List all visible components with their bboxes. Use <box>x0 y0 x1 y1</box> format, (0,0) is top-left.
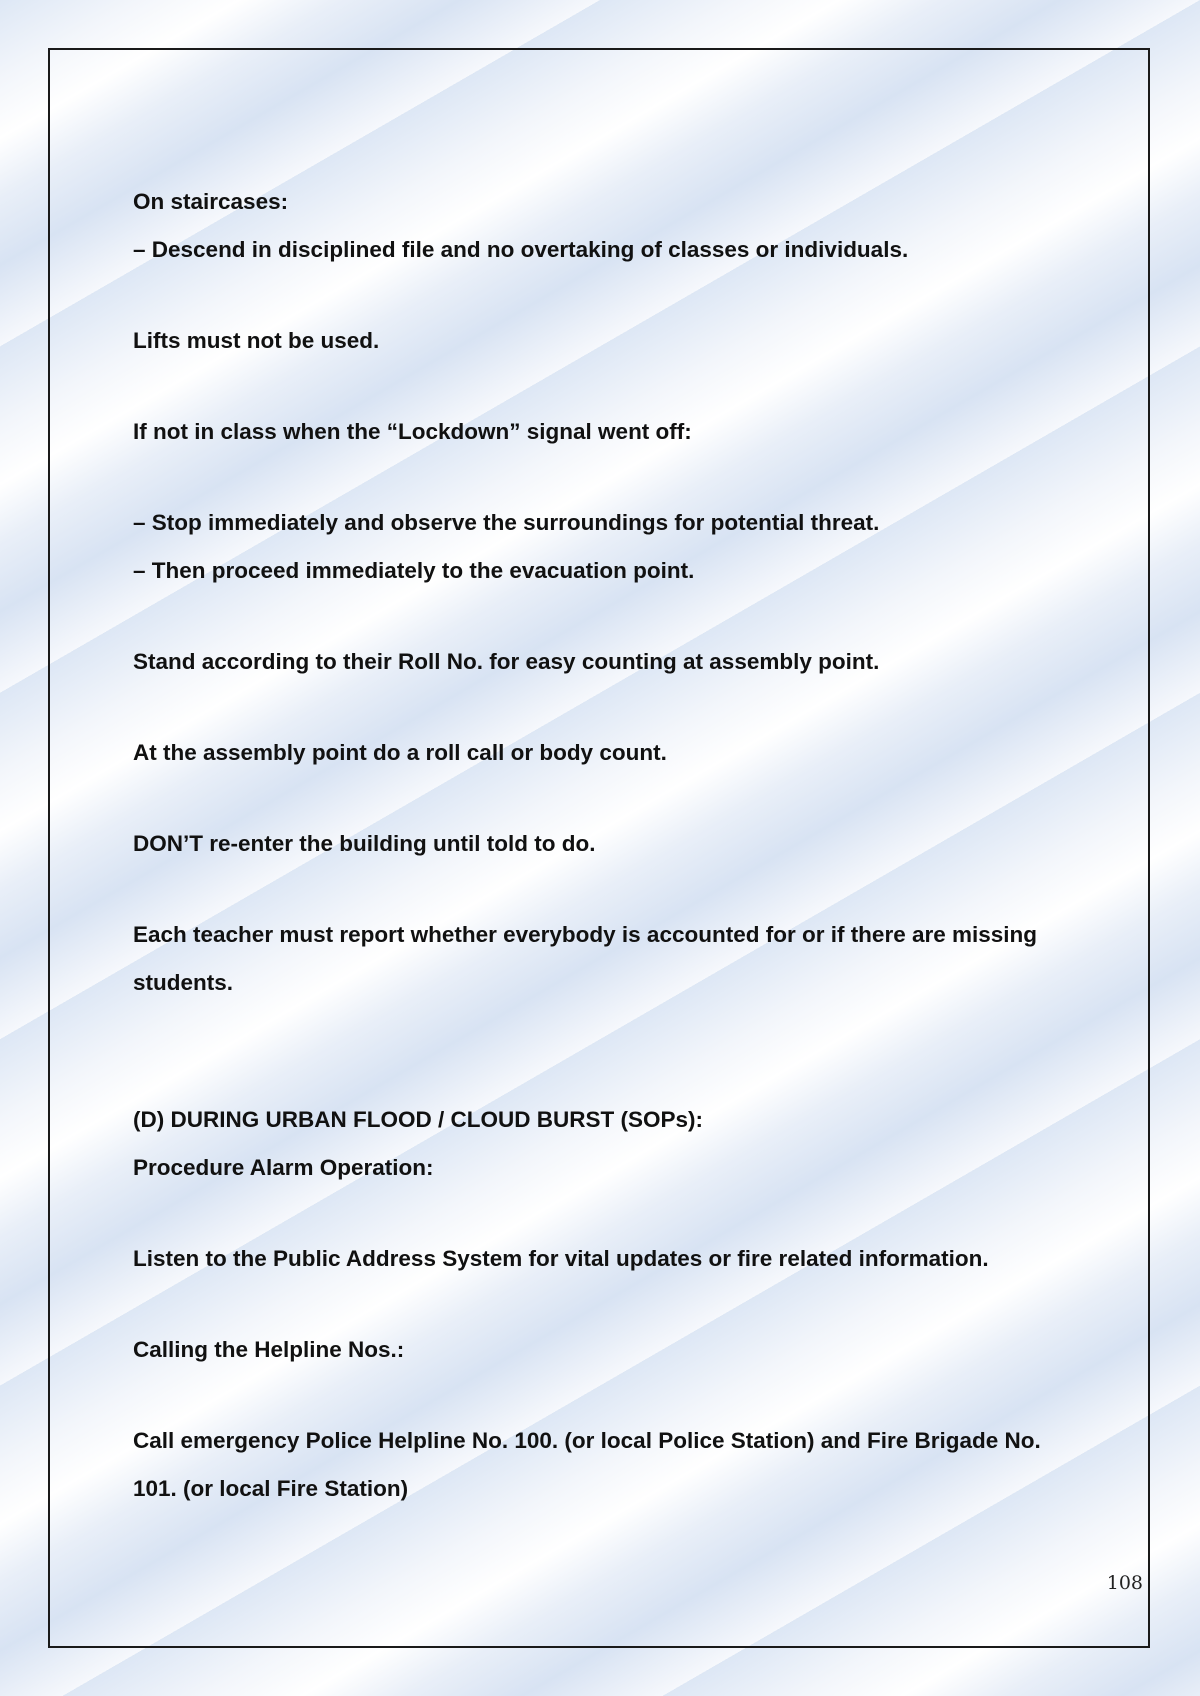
listen-pa-rule: Listen to the Public Address System for vital updates or fire related information. <box>133 1246 989 1271</box>
teacher-report-line-1: Each teacher must report whether everybody is accounted for or if there are missing <box>133 922 1038 947</box>
staircases-heading: On staircases: <box>133 189 289 214</box>
not-in-class-rule-1: – Stop immediately and observe the surroundings for potential threat. <box>133 510 880 535</box>
roll-no-rule: Stand according to their Roll No. for easy counting at assembly point. <box>133 649 880 674</box>
helpline-heading: Calling the Helpline Nos.: <box>133 1337 405 1362</box>
staircases-rule: – Descend in disciplined file and no overtaking of classes or individuals. <box>133 237 909 262</box>
alarm-heading: Procedure Alarm Operation: <box>133 1155 434 1180</box>
call-helpline-line-2: 101. (or local Fire Station) <box>133 1476 409 1501</box>
lifts-rule: Lifts must not be used. <box>133 328 380 353</box>
flood-section-heading: (D) DURING URBAN FLOOD / CLOUD BURST (SOPs): <box>133 1107 703 1132</box>
not-in-class-heading: If not in class when the “Lockdown” signal went off: <box>133 419 692 444</box>
not-in-class-rule-2: – Then proceed immediately to the evacuation point. <box>133 558 695 583</box>
roll-call-rule: At the assembly point do a roll call or body count. <box>133 740 667 765</box>
call-helpline-line-1: Call emergency Police Helpline No. 100. (or local Police Station) and Fire Brigade No. <box>133 1428 1041 1453</box>
dont-reenter-rule: DON’T re-enter the building until told to do. <box>133 831 596 856</box>
document-body <box>133 178 1123 1513</box>
teacher-report-line-2: students. <box>133 970 234 995</box>
page-number: 108 <box>1106 1572 1143 1594</box>
